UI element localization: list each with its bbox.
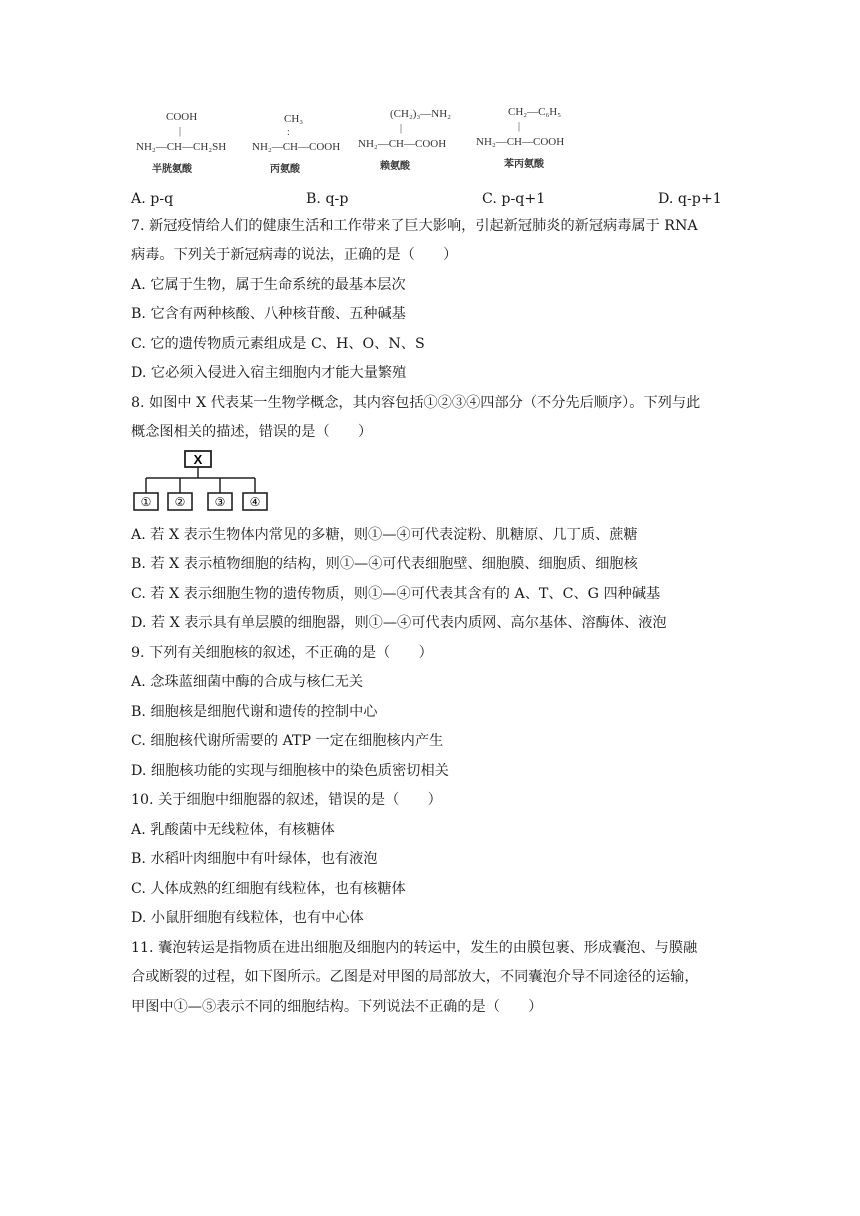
q6-option-b: B. q-p: [306, 191, 349, 207]
q7-option-c: C. 它的遗传物质元素组成是 C、H、O、N、S: [131, 336, 425, 352]
svg-text:|: |: [518, 121, 521, 132]
q11-stem-line2: 合或断裂的过程，如下图所示。乙图是对甲图的局部放大，不同囊泡介导不同途径的运输，: [131, 969, 699, 985]
diagram-root-label: X: [193, 452, 203, 467]
backbone: NH₂—CH—COOH: [358, 138, 447, 150]
amino-acid-name: 苯丙氨酸: [504, 159, 544, 170]
amino-acid-phenylalanine: [476, 106, 564, 170]
backbone: NH₂—CH—COOH: [476, 136, 565, 148]
backbone: NH₂—CH—COOH: [252, 141, 341, 153]
q10-option-b: B. 水稻叶肉细胞中有叶绿体，也有液泡: [131, 851, 378, 867]
r-group: CH₃: [284, 113, 304, 125]
diagram-child-label-3: ③: [214, 495, 226, 509]
svg-text:|: |: [179, 126, 182, 137]
q6-option-a: A. p-q: [131, 191, 174, 207]
q7-stem-line2: 病毒。下列关于新冠病毒的说法，正确的是（ ）: [131, 247, 458, 263]
svg-text::: :: [287, 127, 290, 138]
diagram-child-label-2: ②: [174, 495, 186, 509]
diagram-child-label-1: ①: [140, 495, 152, 509]
amino-acid-name: 丙氨酸: [270, 164, 300, 175]
q8-option-c: C. 若 X 表示细胞生物的遗传物质，则①—④可代表其含有的 A、T、C、G 四种碱基: [131, 586, 661, 602]
q8-stem-line1: 8. 如图中 X 代表某一生物学概念，其内容包括①②③④四部分（不分先后顺序）。下列与此: [131, 395, 701, 411]
amino-acid-alanine: [252, 113, 340, 175]
q9-option-d: D. 细胞核功能的实现与细胞核中的染色质密切相关: [131, 763, 449, 779]
q7-option-a: A. 它属于生物，属于生命系统的最基本层次: [131, 277, 406, 293]
q9-option-c: C. 细胞核代谢所需要的 ATP 一定在细胞核内产生: [131, 733, 444, 749]
q10-option-a: A. 乳酸菌中无线粒体，有核糖体: [131, 822, 335, 838]
q7-option-d: D. 它必须入侵进入宿主细胞内才能大量繁殖: [131, 365, 407, 381]
q11-stem-line3: 甲图中①—⑤表示不同的细胞结构。下列说法不正确的是（ ）: [131, 999, 543, 1015]
amino-acid-name: 赖氨酸: [380, 161, 410, 172]
q10-option-d: D. 小鼠肝细胞有线粒体，也有中心体: [131, 910, 364, 926]
r-group: CH₂—C₆H₅: [508, 106, 562, 118]
q8-stem-line2: 概念图相关的描述，错误的是（ ）: [131, 424, 373, 440]
q9-option-a: A. 念珠蓝细菌中酶的合成与核仁无关: [131, 674, 364, 690]
q6-option-d: D. q-p+1: [658, 191, 722, 207]
r-group: COOH: [166, 111, 198, 123]
q9-stem: 9. 下列有关细胞核的叙述，不正确的是（ ）: [131, 645, 433, 661]
q7-stem-line1: 7. 新冠疫情给人们的健康生活和工作带来了巨大影响，引起新冠肺炎的新冠病毒属于 RNA: [131, 218, 698, 234]
q7-option-b: B. 它含有两种核酸、八种核苷酸、五种碱基: [131, 306, 406, 322]
svg-text:|: |: [400, 123, 403, 134]
backbone: NH₂—CH—CH₂SH: [136, 141, 227, 153]
q9-option-b: B. 细胞核是细胞代谢和遗传的控制中心: [131, 704, 378, 720]
q11-stem-line1: 11. 囊泡转运是指物质在进出细胞及细胞内的转运中，发生的由膜包裹、形成囊泡、与膜融: [131, 940, 698, 956]
q10-option-c: C. 人体成熟的红细胞有线粒体，也有核糖体: [131, 881, 406, 897]
r-group: (CH₂)₃—NH₂: [390, 108, 451, 120]
amino-acid-structures-figure: [130, 98, 580, 178]
q8-option-b: B. 若 X 表示植物细胞的结构，则①—④可代表细胞壁、细胞膜、细胞质、细胞核: [131, 556, 638, 572]
diagram-child-label-4: ④: [249, 495, 261, 509]
amino-acid-cysteine: [136, 111, 226, 175]
amino-acid-name: 半胱氨酸: [152, 164, 192, 175]
q10-stem: 10. 关于细胞中细胞器的叙述，错误的是（ ）: [131, 792, 442, 808]
amino-acid-lysine: [358, 108, 451, 172]
q8-option-a: A. 若 X 表示生物体内常见的多糖，则①—④可代表淀粉、肌糖原、几丁质、蔗糖: [131, 527, 638, 543]
q6-option-c: C. p-q+1: [482, 191, 546, 207]
q8-option-d: D. 若 X 表示具有单层膜的细胞器，则①—④可代表内质网、高尔基体、溶酶体、液泡: [131, 615, 667, 631]
concept-diagram: [131, 449, 271, 513]
